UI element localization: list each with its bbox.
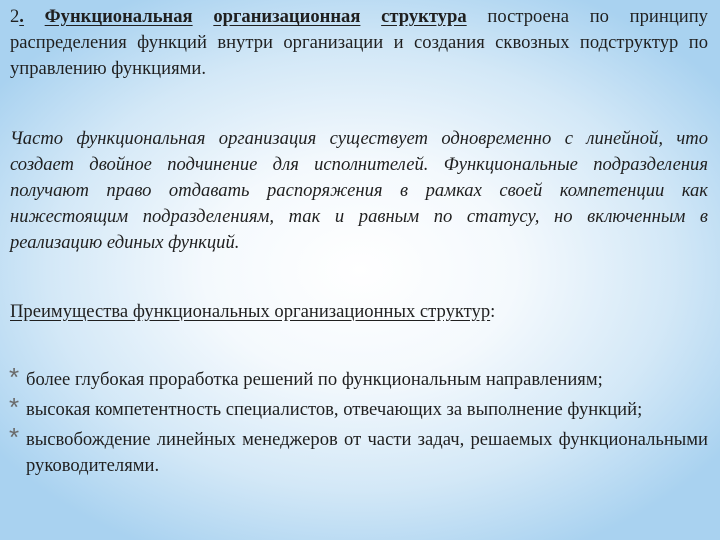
definition-paragraph xyxy=(10,4,708,82)
advantages-heading: Преимущества функциональных организационных структур xyxy=(10,301,491,322)
list-item: * высвобождение линейных менеджеров от части задач, решаемых функциональными руководителями. xyxy=(10,427,708,479)
item-number: 2 xyxy=(10,6,20,27)
advantages-colon: : xyxy=(490,301,496,322)
list-item: * высокая компетентность специалистов, отвечающих за выполнение функций; xyxy=(10,397,708,423)
term-functional: Функциональная xyxy=(44,6,193,27)
advantages-list xyxy=(10,367,708,479)
list-item: * более глубокая проработка решений по функциональным направлениям; xyxy=(10,367,708,393)
definition-text: построена по принципу распределения функций внутри организации и создания сквозных подструктур по управлению функциями. xyxy=(10,6,708,79)
term-structure: структура xyxy=(381,6,467,27)
item-dot: . xyxy=(19,6,24,27)
advantages-heading-paragraph xyxy=(10,299,708,325)
term-organizational: организационная xyxy=(213,6,361,27)
dual-subordination-paragraph: Часто функциональная организация существует одновременно с линейной, что создает двойное подчинение для исполнителей. Функциональные подразделения получают право отдавать распоряжения в рамках своей компетенции как нижестоящим подразделениям, так и равным по статусу, но включенным в реализацию единых функций. xyxy=(10,128,708,253)
